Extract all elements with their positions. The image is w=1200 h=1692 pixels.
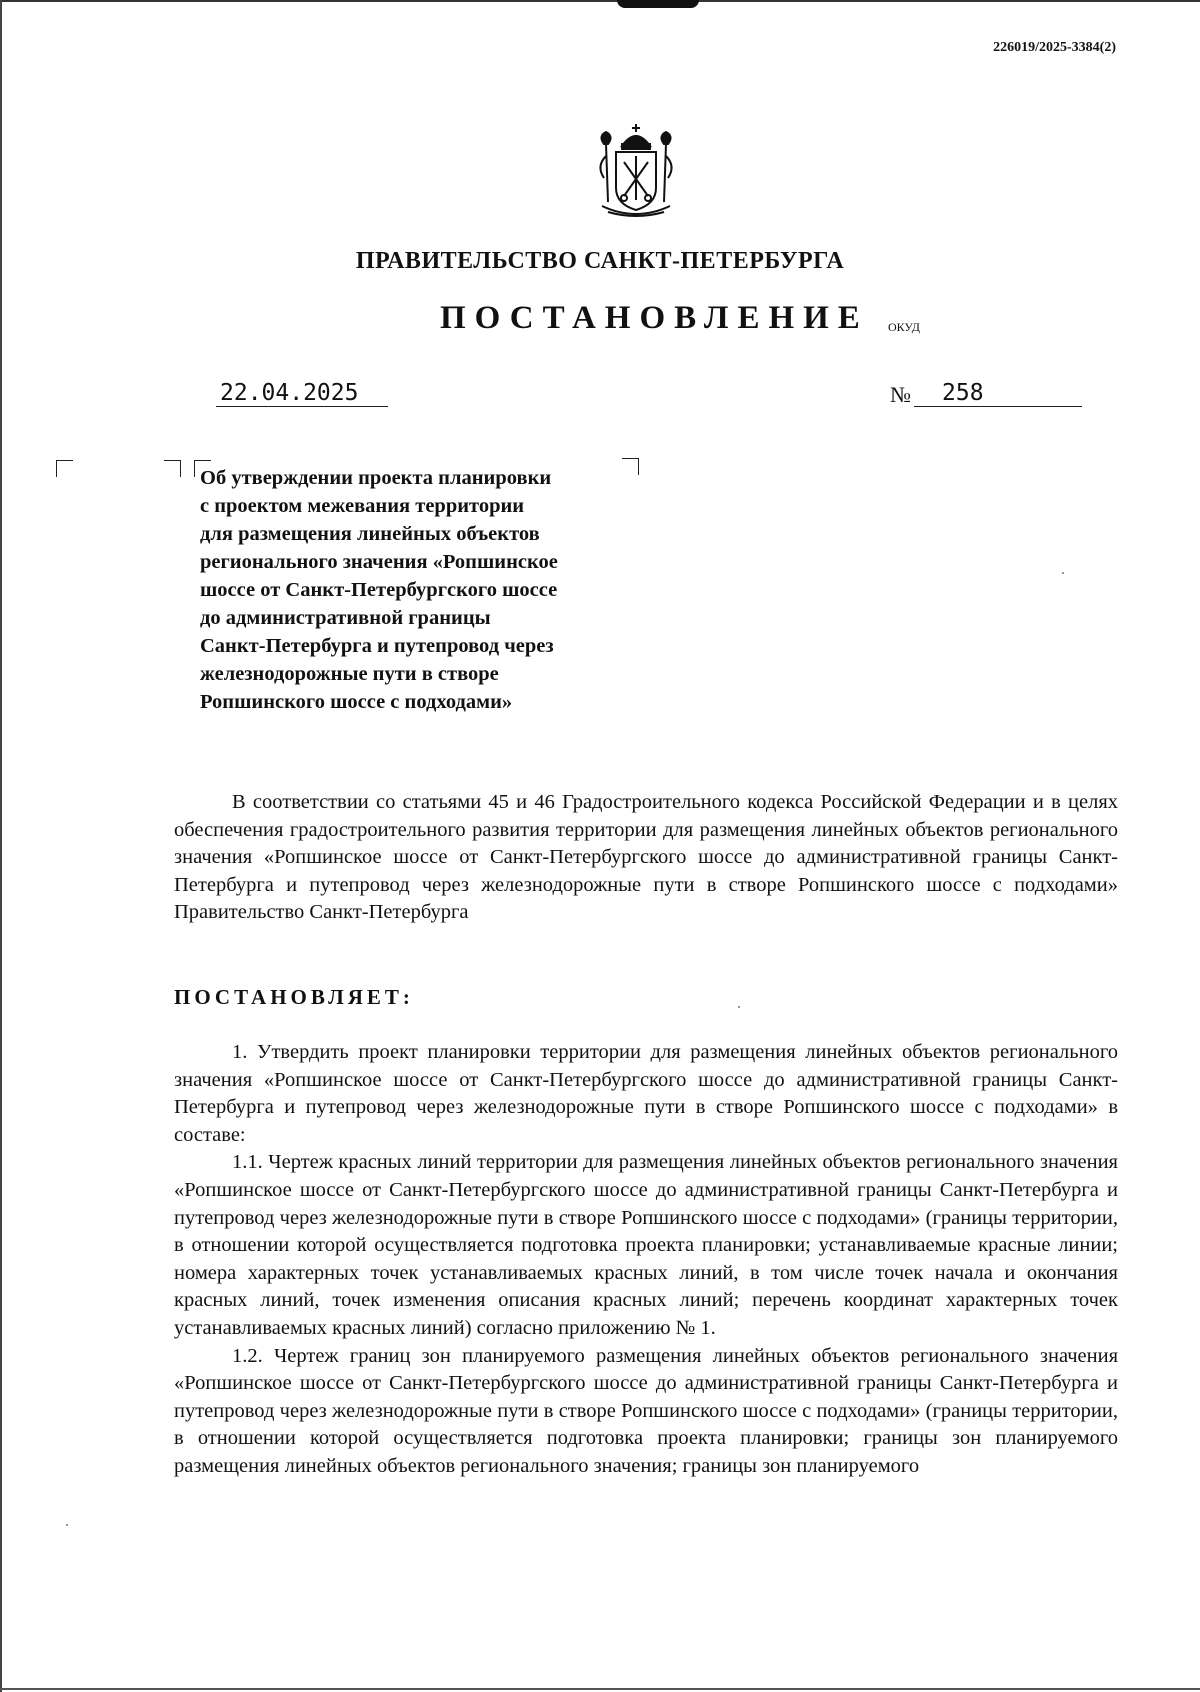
document-number: 258 — [914, 380, 1082, 407]
decree-heading: ПОСТАНОВЛЯЕТ: — [174, 985, 414, 1009]
document-type: ПОСТАНОВЛЕНИЕ — [440, 300, 869, 336]
point-1-2: 1.2. Чертеж границ зон планируемого размещения линейных объектов регионального значения «Ропшинское шоссе от Санкт-Петербургского шоссе до административной границы Санкт-Петербурга и путепровод через железнодорожные пути в створе Ропшинского шоссе с подходами» (границы территории, в отношении которой осуществляется подготовка проекта планировки; границы зон планируемого размещения линейных объектов регионального значения; границы зон планируемого — [174, 1344, 1118, 1477]
point-1-1: 1.1. Чертеж красных линий территории для размещения линейных объектов регионального значения «Ропшинское шоссе от Санкт-Петербургского шоссе до административной границы Санкт-Петербурга и путепровод через железнодорожные пути в створе Ропшинского шоссе с подходами» (границы территории, в отношении которой осуществляется подготовка проекта планировки; устанавливаемые красные линии; номера характерных точек устанавливаемых красных линий, в том числе точек начала и окончания красных линий, точек изменения описания красных линий; перечень координат характерных точек устанавливаемых красных линий) согласно приложению № 1. — [174, 1151, 1118, 1339]
subject-line: шоссе от Санкт-Петербургского шоссе — [200, 579, 558, 601]
intro-paragraph-block — [174, 789, 1118, 927]
subject-line: Санкт-Петербурга и путепровод через — [200, 635, 554, 657]
intro-paragraph: В соответствии со статьями 45 и 46 Градостроительного кодекса Российской Федерации и в целях обеспечения градостроительного развития территории для размещения линейных объектов регионального значения «Ропшинское шоссе от Санкт-Петербургского шоссе до административной границы Санкт-Петербурга и путепровод через железнодорожные пути в створе Ропшинского шоссе с подходами» Правительство Санкт-Петербурга — [174, 791, 1118, 924]
subject-line: до административной границы — [200, 607, 491, 629]
registration-number: 226019/2025-3384(2) — [993, 40, 1116, 55]
scan-artifact — [617, 0, 699, 8]
point-1: 1. Утвердить проект планировки территории для размещения линейных объектов регионального значения «Ропшинское шоссе от Санкт-Петербургского шоссе до административной границы Санкт-Петербурга и путепровод через железнодорожные пути в створе Ропшинского шоссе с подходами» в составе: — [174, 1041, 1118, 1146]
document-date: 22.04.2025 — [216, 380, 388, 407]
scan-speck — [66, 1524, 68, 1526]
subject-line: Ропшинского шоссе с подходами» — [200, 691, 513, 713]
government-title: ПРАВИТЕЛЬСТВО САНКТ-ПЕТЕРБУРГА — [355, 248, 845, 274]
subject-line: Об утверждении проекта планировки — [200, 467, 552, 489]
scan-speck — [1062, 572, 1064, 574]
subject-line: железнодорожные пути в створе — [200, 663, 499, 685]
subject-line: с проектом межевания территории — [200, 495, 525, 517]
decree-points — [174, 1039, 1118, 1481]
okud-label: ОКУД — [888, 320, 920, 334]
scan-speck — [738, 1006, 740, 1008]
number-label: № — [890, 382, 911, 407]
scan-border-top — [0, 0, 1200, 2]
corner-mark — [164, 460, 181, 477]
document-subject — [200, 464, 640, 716]
subject-line: для размещения линейных объектов — [200, 523, 540, 545]
scan-border-bottom — [0, 1688, 1200, 1690]
subject-line: регионального значения «Ропшинское — [200, 551, 558, 573]
corner-mark — [56, 460, 73, 477]
saint-petersburg-coat-of-arms-icon — [588, 122, 684, 222]
